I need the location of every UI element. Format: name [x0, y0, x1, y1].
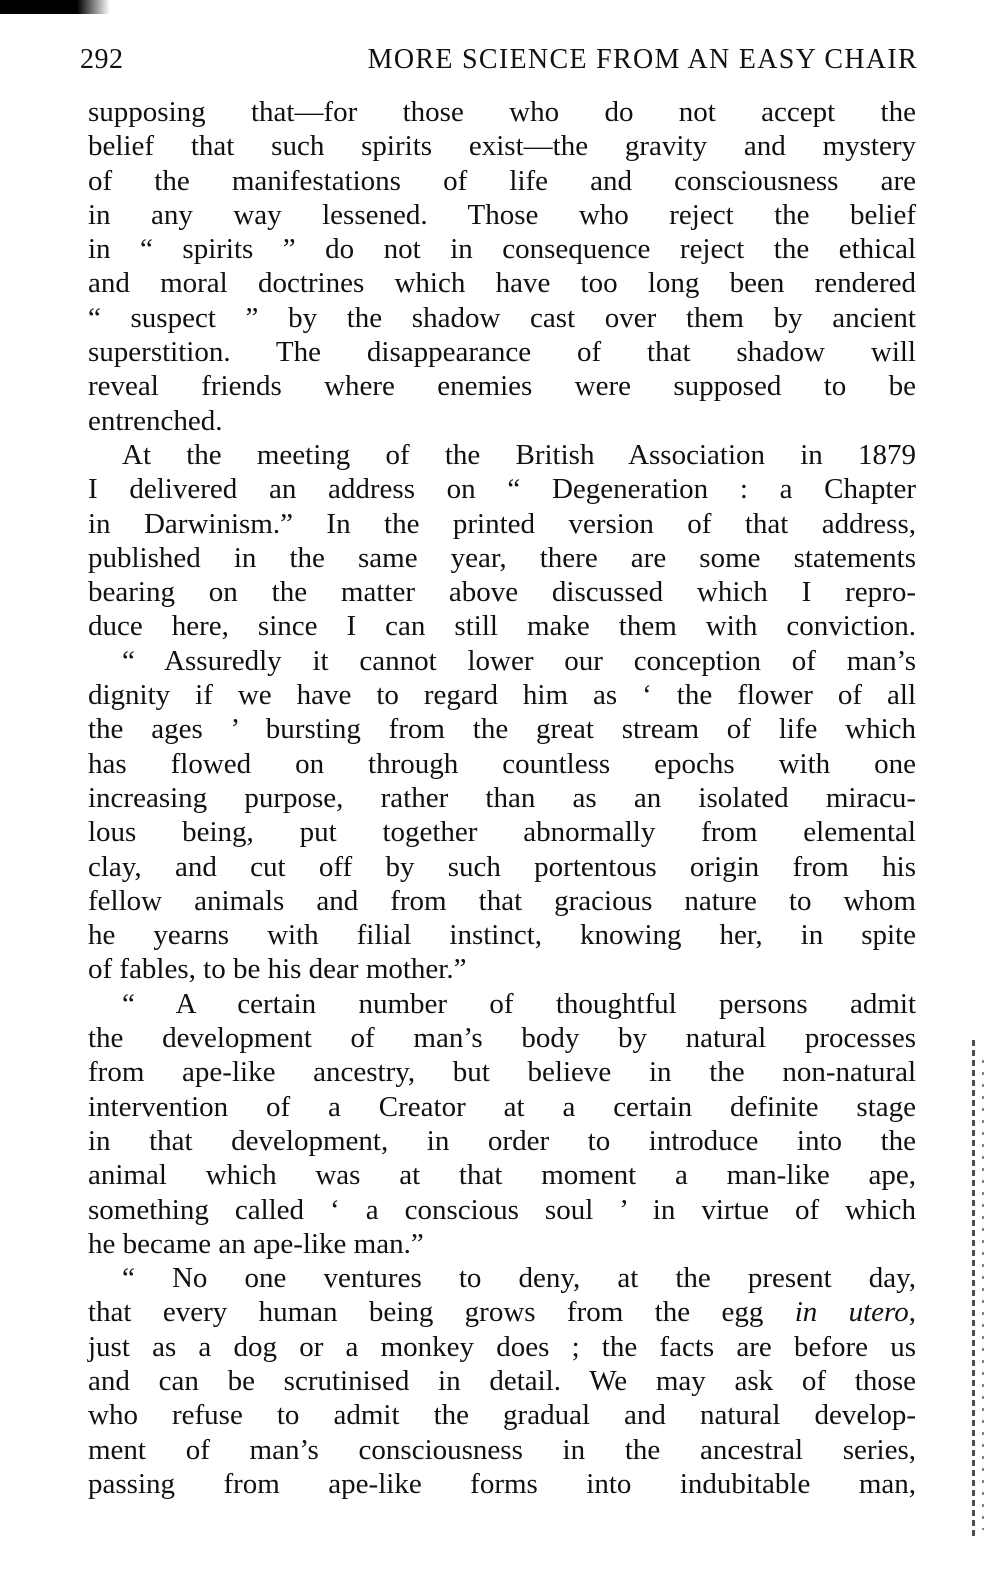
line-text: of fables, to be his dear mother.”	[88, 953, 467, 986]
text-line	[88, 164, 916, 198]
text-line	[88, 1124, 916, 1158]
text-line	[88, 1467, 916, 1501]
line-text: the ages ’ bursting from the great stream of life which	[88, 713, 916, 746]
text-line	[88, 952, 916, 986]
line-text: something called ‘ a conscious soul ’ in virtue of which	[88, 1193, 916, 1226]
line-text: from ape-like ancestry, but believe in the non-natural	[88, 1056, 916, 1089]
text-line	[88, 1193, 916, 1227]
text-line	[88, 369, 916, 403]
text-line	[88, 472, 916, 506]
line-text: lous being, put together abnormally from elemental	[88, 816, 916, 849]
line-text: published in the same year, there are some statements	[88, 541, 916, 574]
line-text: intervention of a Creator at a certain definite stage	[88, 1090, 916, 1123]
line-text: duce here, since I can still make them with conviction.	[88, 610, 916, 643]
line-text: in any way lessened. Those who reject the belief	[88, 198, 916, 231]
text-line	[88, 815, 916, 849]
text-line	[88, 507, 916, 541]
line-text: in Darwinism.” In the printed version of that address,	[88, 507, 916, 540]
line-text: that every human being grows from the egg	[88, 1296, 795, 1329]
text-line	[88, 712, 916, 746]
line-text: I delivered an address on “ Degeneration : a Chapter	[88, 473, 916, 506]
line-text: clay, and cut off by such portentous origin from his	[88, 850, 916, 883]
line-text-after: ,	[908, 1296, 916, 1329]
line-text: and can be scrutinised in detail. We may ask of those	[88, 1364, 916, 1397]
line-text: just as a dog or a monkey does ; the facts are before us	[88, 1330, 916, 1363]
text-line	[88, 1158, 916, 1192]
page-edge-artifact	[982, 1060, 984, 1530]
line-text: animal which was at that moment a man-like ape,	[88, 1159, 916, 1192]
line-text: in that development, in order to introduce into the	[88, 1124, 916, 1157]
text-line	[88, 266, 916, 300]
italic-text: in utero	[794, 1296, 909, 1329]
text-line	[88, 1227, 916, 1261]
line-text: “ Assuredly it cannot lower our conception of man’s	[122, 644, 916, 677]
line-text: passing from ape-like forms into indubitable man,	[88, 1467, 916, 1500]
line-text: the development of man’s body by natural processes	[88, 1022, 916, 1055]
page-edge-artifact	[972, 1040, 975, 1540]
body-text	[88, 95, 916, 1501]
line-text: dignity if we have to regard him as ‘ the flower of all	[88, 679, 916, 712]
text-line	[88, 438, 916, 472]
text-line	[88, 884, 916, 918]
line-text: “ suspect ” by the shadow cast over them by ancient	[88, 301, 916, 334]
line-text: and moral doctrines which have too long been rendered	[88, 267, 916, 300]
scan-artifact	[0, 0, 110, 14]
text-line	[88, 781, 916, 815]
line-text: entrenched.	[88, 404, 223, 437]
line-text: supposing that—for those who do not accept the	[88, 96, 916, 128]
text-line	[88, 747, 916, 781]
text-line	[88, 95, 916, 129]
text-line	[88, 644, 916, 678]
line-text: increasing purpose, rather than as an isolated miracu-	[88, 781, 916, 814]
line-text: he yearns with filial instinct, knowing her, in spite	[88, 919, 916, 952]
line-text: of the manifestations of life and consciousness are	[88, 164, 916, 197]
text-line	[88, 678, 916, 712]
text-line	[88, 609, 916, 643]
text-line	[88, 1090, 916, 1124]
line-text: who refuse to admit the gradual and natural develop-	[88, 1399, 916, 1432]
text-line	[88, 301, 916, 335]
text-line	[88, 1261, 916, 1295]
line-text: “ No one ventures to deny, at the present day,	[122, 1262, 916, 1295]
text-line	[88, 404, 916, 438]
text-line	[88, 987, 916, 1021]
text-line	[88, 1433, 916, 1467]
text-line	[88, 335, 916, 369]
line-text: At the meeting of the British Association in 1879	[122, 438, 916, 471]
text-line	[88, 232, 916, 266]
page-header	[80, 44, 918, 80]
line-text: in “ spirits ” do not in consequence reject the ethical	[88, 233, 916, 266]
text-line	[88, 1055, 916, 1089]
line-text: superstition. The disappearance of that shadow will	[88, 336, 916, 369]
text-line	[88, 1295, 916, 1329]
running-title: MORE SCIENCE FROM AN EASY CHAIR	[367, 44, 918, 75]
line-text: belief that such spirits exist—the gravity and mystery	[88, 130, 916, 163]
text-line	[88, 575, 916, 609]
line-text: “ A certain number of thoughtful persons admit	[122, 987, 916, 1020]
line-text: ment of man’s consciousness in the ancestral series,	[88, 1433, 916, 1466]
page-number: 292	[80, 44, 124, 75]
text-line	[88, 1021, 916, 1055]
text-line	[88, 129, 916, 163]
line-text: fellow animals and from that gracious nature to whom	[88, 884, 916, 917]
line-text: reveal friends where enemies were supposed to be	[88, 370, 916, 403]
text-line	[88, 1364, 916, 1398]
text-line	[88, 1330, 916, 1364]
text-line	[88, 918, 916, 952]
line-text: bearing on the matter above discussed which I repro-	[88, 576, 916, 609]
text-line	[88, 850, 916, 884]
line-text: has flowed on through countless epochs with one	[88, 747, 916, 780]
text-line	[88, 1398, 916, 1432]
text-line	[88, 541, 916, 575]
text-line	[88, 198, 916, 232]
line-text: he became an ape-like man.”	[88, 1227, 424, 1260]
